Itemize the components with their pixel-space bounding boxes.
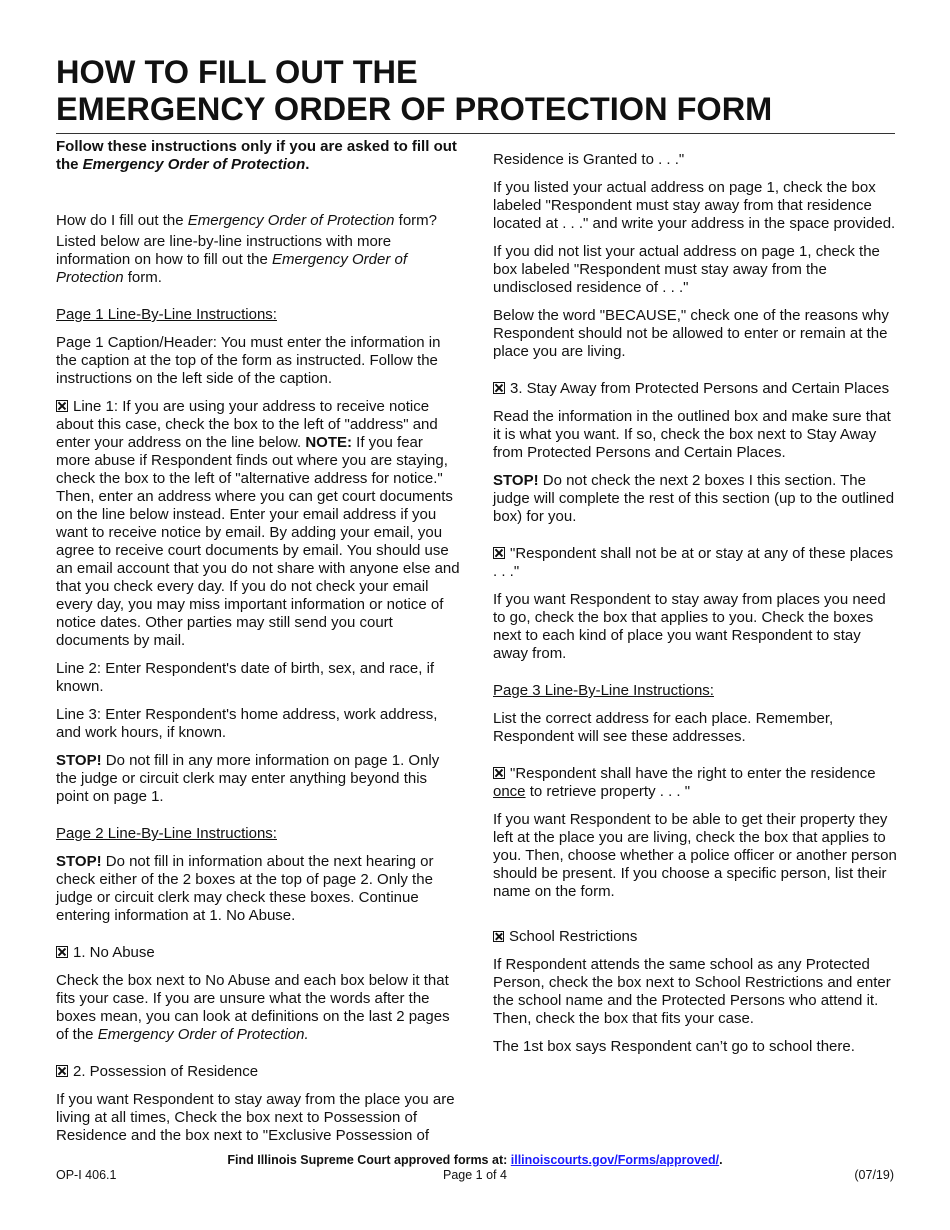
- possession-text: If you want Respondent to stay away from the place you are living at all times, Check the box next to Possession of Residence and the box next to "Exclusive Possession of: [56, 1091, 455, 1144]
- page1-caption-text: Page 1 Caption/Header: You must enter the information in the caption at the top of the form as instructed. Follow the instructions on the left side of the caption.: [56, 334, 441, 387]
- page2-heading: Page 2 Line-By-Line Instructions:: [56, 825, 277, 842]
- line2-text: Line 2: Enter Respondent's date of birth, sex, and race, if known.: [56, 660, 435, 695]
- line3-text: Line 3: Enter Respondent's home address, work address, and work hours, if known.: [56, 706, 438, 741]
- form-id: OP-I 406.1: [56, 1168, 117, 1182]
- page3-heading: Page 3 Line-By-Line Instructions:: [493, 682, 714, 699]
- form-date: (07/19): [854, 1168, 894, 1182]
- no-abuse-heading: 1. No Abuse: [56, 944, 461, 962]
- page1-heading: Page 1 Line-By-Line Instructions:: [56, 306, 277, 323]
- checked-box-icon: [493, 547, 505, 559]
- question-text: How do I fill out the Emergency Order of Protection form?: [56, 212, 438, 229]
- checked-box-icon: [493, 382, 505, 394]
- not-listed-address-text: If you did not list your actual address on page 1, check the box labeled "Respondent must stay away from the undisclosed residence of . . .": [493, 243, 880, 296]
- school-heading: School Restrictions: [493, 928, 898, 946]
- checked-box-icon: [56, 400, 68, 412]
- no-abuse-text: Check the box next to No Abuse and each box below it that fits your case. If you are unsure what the words after the boxes mean, you can look at definitions on the last 2 pages of the Emergency Order of Protection.: [56, 972, 450, 1043]
- page-number: Page 1 of 4: [443, 1168, 507, 1182]
- residence-continued-text: Residence is Granted to . . .": [493, 151, 685, 168]
- stay-away-text: Read the information in the outlined box and make sure that it is what you want. If so, check the box next to Stay Away from Protected Persons and Certain Places.: [493, 408, 891, 461]
- possession-heading: 2. Possession of Residence: [56, 1063, 461, 1081]
- because-text: Below the word "BECAUSE," check one of the reasons why Respondent should not be allowed to enter or remain at the place you are living.: [493, 307, 889, 360]
- page-title: [56, 54, 772, 128]
- checked-box-icon: [493, 767, 505, 779]
- list-address-text: List the correct address for each place. Remember, Respondent will see these addresses.: [493, 710, 834, 745]
- right-to-enter-heading: "Respondent shall have the right to enter the residence once to retrieve property . . . ": [493, 765, 876, 800]
- title-line-1: HOW TO FILL OUT THE: [56, 54, 418, 90]
- checked-box-icon: [56, 946, 68, 958]
- title-divider: [56, 133, 895, 134]
- stop3-text: STOP! Do not check the next 2 boxes I this section. The judge will complete the rest of this section (up to the outlined box) for you.: [493, 472, 895, 525]
- right-column: [493, 151, 898, 1056]
- stay-away-heading: 3. Stay Away from Protected Persons and Certain Places: [493, 380, 898, 398]
- property-text: If you want Respondent to be able to get their property they left at the place you are living, check the box that applies to you. Then, choose whether a police officer or another person should be present. If you choose a specific person, list their name on the form.: [493, 811, 897, 900]
- line1-text: Line 1: If you are using your address to receive notice about this case, check the box to the left of "address" and enter your address on the line below. NOTE: If you fear more abuse if Respondent finds out where you are staying, check the box to the left of "alternative address for notice." Then, enter an address where you can get court documents on the line below instead. Enter your email address if you want to receive notice by email. By adding your email, you agree to receive court documents by email. You should use an email account that you do not share with anyone else and that you check every day. If you do not check your email every day, you may miss important information or notice of notice dates. Other parties may still send you court documents by mail.: [56, 398, 460, 649]
- listed-below-text: Listed below are line-by-line instructions with more information on how to fill out the Emergency Order of Protection form.: [56, 233, 408, 286]
- stop1-text: STOP! Do not fill in any more information on page 1. Only the judge or circuit clerk may enter anything beyond this point on page 1.: [56, 752, 440, 805]
- footer-forms-line: Find Illinois Supreme Court approved forms at: illinoiscourts.gov/Forms/approved/.: [227, 1153, 723, 1167]
- checked-box-icon: [493, 931, 504, 942]
- left-column: [56, 138, 461, 1145]
- school-text: If Respondent attends the same school as any Protected Person, check the box next to School Restrictions and enter the school name and the Protected Persons who attend it. Then, check the box that fits your case.: [493, 956, 891, 1027]
- places-text: If you want Respondent to stay away from places you need to go, check the box that applies to you. Check the boxes next to each kind of place you want Respondent to stay away from.: [493, 591, 886, 662]
- first-box-text: The 1st box says Respondent can’t go to school there.: [493, 1038, 855, 1055]
- checked-box-icon: [56, 1065, 68, 1077]
- forms-link[interactable]: illinoiscourts.gov/Forms/approved/: [510, 1153, 720, 1167]
- title-line-2: EMERGENCY ORDER OF PROTECTION FORM: [56, 91, 773, 127]
- intro-text: Follow these instructions only if you are asked to fill out the Emergency Order of Protection.: [56, 138, 457, 173]
- shall-not-heading: "Respondent shall not be at or stay at any of these places . . .": [493, 545, 894, 580]
- listed-address-text: If you listed your actual address on page 1, check the box labeled "Respondent must stay away from that residence located at . . ." and write your address in the space provided.: [493, 179, 896, 232]
- stop2-text: STOP! Do not fill in information about the next hearing or check either of the 2 boxes at the top of page 2. Only the judge or circuit clerk may check these boxes. Continue entering information at 1. No Abuse.: [56, 853, 434, 924]
